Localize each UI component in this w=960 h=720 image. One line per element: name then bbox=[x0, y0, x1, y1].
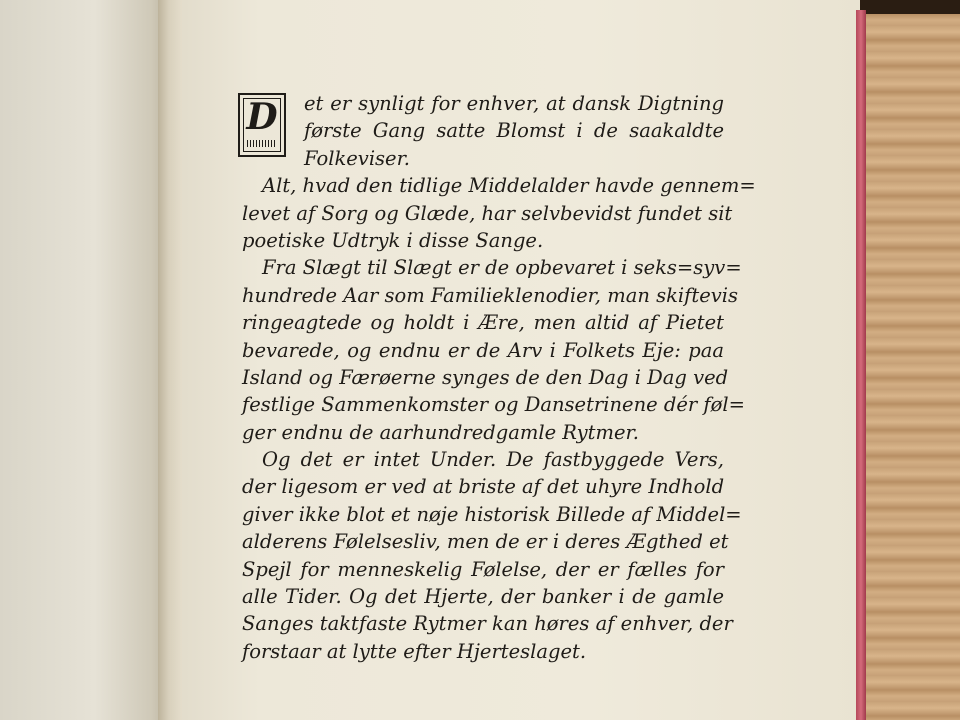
text-line: alle Tider. Og det Hjerte, der banker i de gamle bbox=[242, 585, 724, 609]
text-line: bevarede, og endnu er de Arv i Folkets Eje: paa bbox=[242, 338, 724, 362]
text-line: ger endnu de aarhundredgamle Rytmer. bbox=[242, 420, 639, 444]
text-line: Spejl for menneskelig Følelse, der er fælles for bbox=[242, 557, 724, 581]
text-line: alderens Følelsesliv, men de er i deres Ægthed et bbox=[242, 530, 729, 554]
table-shadow bbox=[860, 0, 960, 14]
text-line: Fra Slægt til Slægt er de opbevaret i seks=syv= bbox=[262, 256, 742, 280]
text-line: forstaar at lytte efter Hjerteslaget. bbox=[242, 639, 587, 663]
text-line: levet af Sorg og Glæde, har selvbevidst fundet sit bbox=[242, 201, 733, 225]
text-line: Og det er intet Under. De fastbyggede Vers, bbox=[262, 448, 724, 472]
text-line: poetiske Udtryk i disse Sange. bbox=[242, 228, 544, 252]
text-lines bbox=[242, 90, 756, 665]
book-cover-edge bbox=[856, 10, 866, 720]
text-line: der ligesom er ved at briste af det uhyre Indhold bbox=[242, 475, 725, 499]
text-line: Alt, hvad den tidlige Middelalder havde gennem= bbox=[262, 174, 756, 198]
text-line: hundrede Aar som Familieklenodier, man skiftevis bbox=[242, 283, 738, 307]
page-text bbox=[242, 90, 756, 665]
text-line: Sanges taktfaste Rytmer kan høres af enhver, der bbox=[242, 612, 733, 636]
wooden-table bbox=[858, 0, 960, 720]
text-line: ringeagtede og holdt i Ære, men altid af Pietet bbox=[242, 311, 724, 335]
text-line: giver ikke blot et nøje historisk Billede af Middel= bbox=[242, 502, 742, 526]
drop-cap-letter: D bbox=[246, 96, 278, 138]
drop-cap-ornament bbox=[247, 140, 277, 147]
text-line: Island og Færøerne synges de den Dag i Dag ved bbox=[242, 365, 729, 389]
drop-cap-initial bbox=[238, 93, 286, 157]
book-gutter bbox=[158, 0, 182, 720]
left-page bbox=[0, 0, 172, 720]
text-line: festlige Sammenkomster og Dansetrinene dér føl= bbox=[242, 393, 745, 417]
text-line: Folkeviser. bbox=[304, 146, 410, 170]
text-line: første Gang satte Blomst i de saakaldte bbox=[304, 119, 724, 143]
text-line: et er synligt for enhver, at dansk Digtning bbox=[304, 92, 724, 115]
